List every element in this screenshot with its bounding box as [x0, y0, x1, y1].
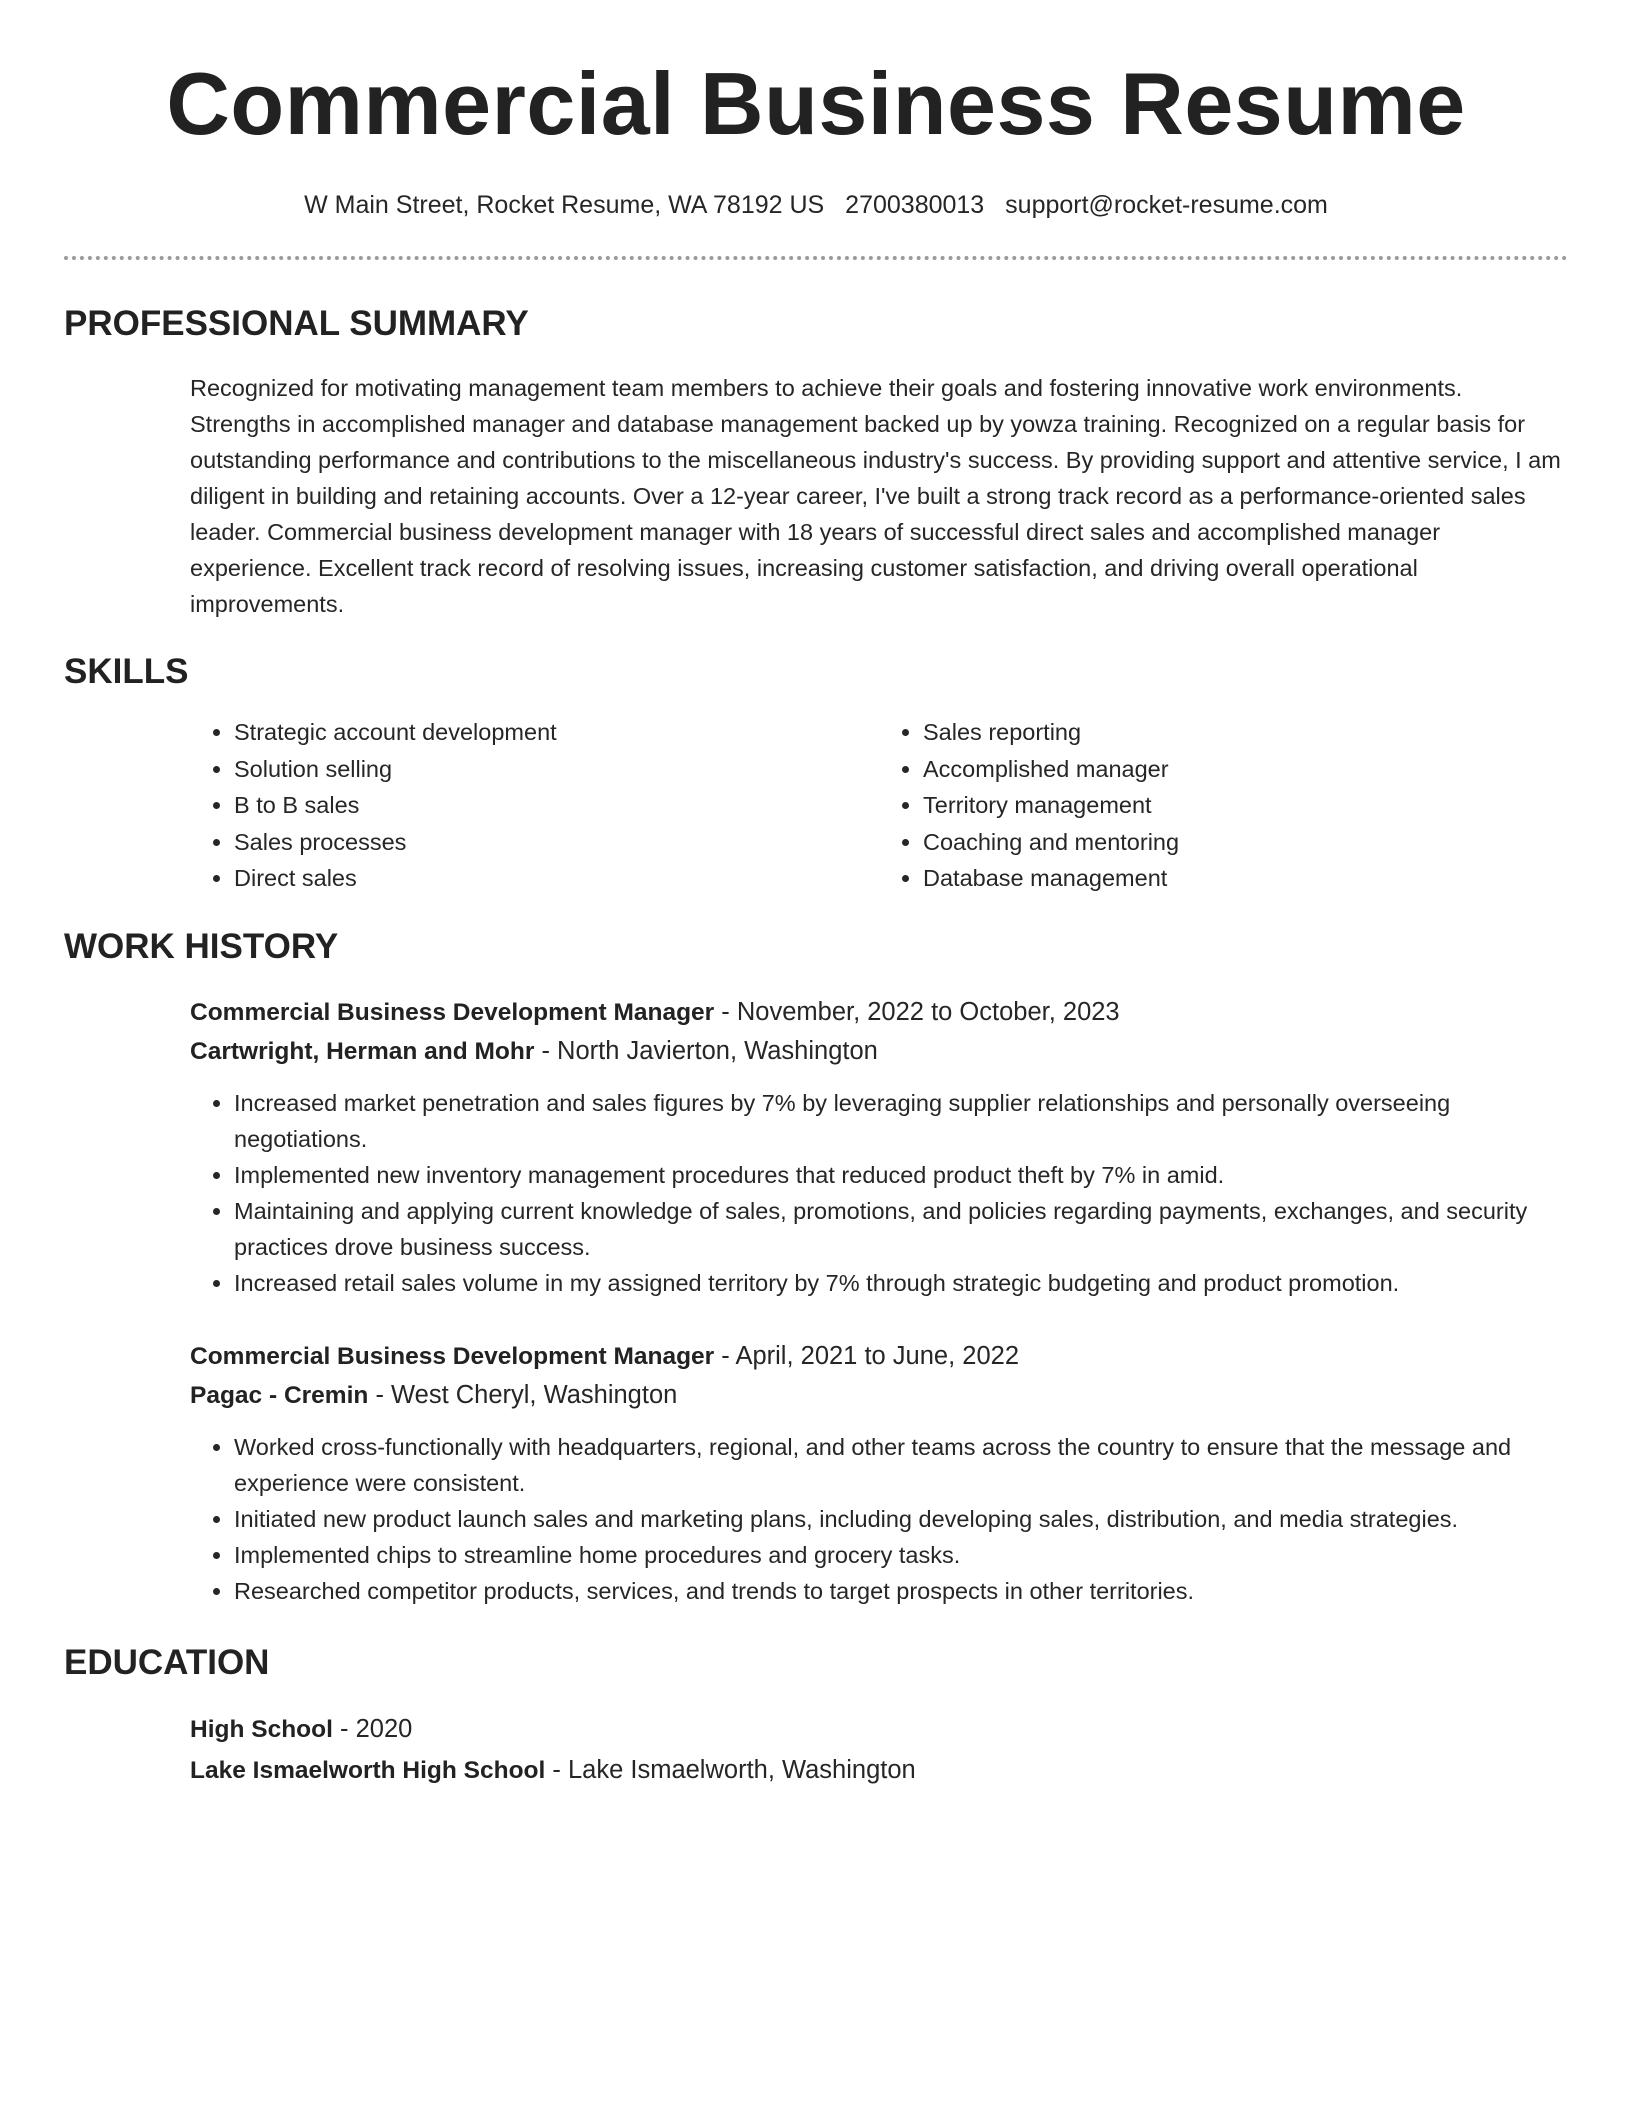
section-title-skills: SKILLS: [64, 652, 189, 691]
education-degree: High School: [190, 1715, 333, 1743]
job-bullet: • Initiated new product launch sales and marketing plans, including developing sales, distribution, and media strategies.: [234, 1501, 1568, 1537]
skill-item: • Sales reporting: [923, 714, 1568, 751]
section-title-work: WORK HISTORY: [64, 926, 339, 966]
education-degree-line: [190, 1709, 1568, 1750]
contact-email: support@rocket-resume.com: [1005, 191, 1328, 219]
skills-column-right: [879, 714, 1568, 897]
job-bullet: • Researched competitor products, services, and trends to target prospects in other territories.: [234, 1573, 1568, 1609]
skill-item: • Territory management: [923, 787, 1568, 824]
contact-line: [64, 190, 1568, 220]
job-bullet: • Increased market penetration and sales figures by 7% by leveraging supplier relationships and personally overseeing negotiations.: [234, 1085, 1568, 1157]
skill-item: • Accomplished manager: [923, 751, 1568, 788]
education-school: Lake Ismaelworth High School: [190, 1756, 546, 1784]
contact-address: W Main Street, Rocket Resume, WA 78192 US: [304, 191, 825, 219]
job-entry: [190, 993, 1568, 1301]
section-title-summary: PROFESSIONAL SUMMARY: [64, 304, 529, 343]
job-location: - North Javierton, Washington: [534, 1036, 878, 1065]
job-company: Cartwright, Herman and Mohr: [190, 1037, 535, 1065]
job-bullet: • Implemented chips to streamline home procedures and grocery tasks.: [234, 1537, 1568, 1573]
summary-text: Recognized for motivating management team members to achieve their goals and fostering innovative work environments. Strengths in accomplished manager and database management backed up by yowza training. Recognized on a regular basis for outstanding performance and contributions to the miscellaneous industry's success. By providing support and attentive service, I am diligent in building and retaining accounts. Over a 12-year career, I've built a strong track record as a performance-oriented sales leader. Commercial business development manager with 18 years of successful direct sales and accomplished manager experience. Excellent track record of resolving issues, increasing customer satisfaction, and driving overall operational improvements.: [190, 375, 1561, 617]
job-dates: - April, 2021 to June, 2022: [714, 1341, 1019, 1370]
job-dates: - November, 2022 to October, 2023: [714, 997, 1120, 1026]
job-bullet: • Increased retail sales volume in my assigned territory by 7% through strategic budgeting and product promotion.: [234, 1265, 1568, 1301]
contact-phone: 2700380013: [845, 191, 985, 219]
skills-column-left: [190, 714, 879, 897]
job-bullet: • Worked cross-functionally with headquarters, regional, and other teams across the country to ensure that the message and experience were consistent.: [234, 1429, 1568, 1501]
skill-item: • Strategic account development: [234, 714, 879, 751]
education-location: - Lake Ismaelworth, Washington: [545, 1755, 916, 1784]
job-bullet: • Implemented new inventory management procedures that reduced product theft by 7% in amid.: [234, 1157, 1568, 1193]
job-location: - West Cheryl, Washington: [368, 1380, 678, 1409]
skill-item: • B to B sales: [234, 787, 879, 824]
skills-grid: [190, 714, 1568, 897]
job-role-line: [190, 1337, 1568, 1376]
job-role: Commercial Business Development Manager: [190, 998, 715, 1026]
skill-item: • Solution selling: [234, 751, 879, 788]
job-role-line: [190, 993, 1568, 1032]
job-entry: [190, 1337, 1568, 1609]
section-title-education: EDUCATION: [64, 1642, 270, 1682]
job-role: Commercial Business Development Manager: [190, 1342, 715, 1370]
job-bullet: • Maintaining and applying current knowledge of sales, promotions, and policies regarding payments, exchanges, and security practices drove business success.: [234, 1193, 1568, 1265]
job-bullets: [190, 1085, 1568, 1301]
job-company: Pagac - Cremin: [190, 1381, 369, 1409]
skill-item: • Sales processes: [234, 824, 879, 861]
resume-title: Commercial Business Resume: [166, 54, 1466, 153]
skill-item: • Database management: [923, 860, 1568, 897]
education-entry: [190, 1709, 1568, 1791]
job-company-line: [190, 1376, 1568, 1415]
job-company-line: [190, 1032, 1568, 1071]
header-divider: [64, 256, 1568, 260]
education-year: - 2020: [332, 1714, 413, 1743]
job-bullets: [190, 1429, 1568, 1609]
skill-item: • Coaching and mentoring: [923, 824, 1568, 861]
education-school-line: [190, 1750, 1568, 1791]
skill-item: • Direct sales: [234, 860, 879, 897]
